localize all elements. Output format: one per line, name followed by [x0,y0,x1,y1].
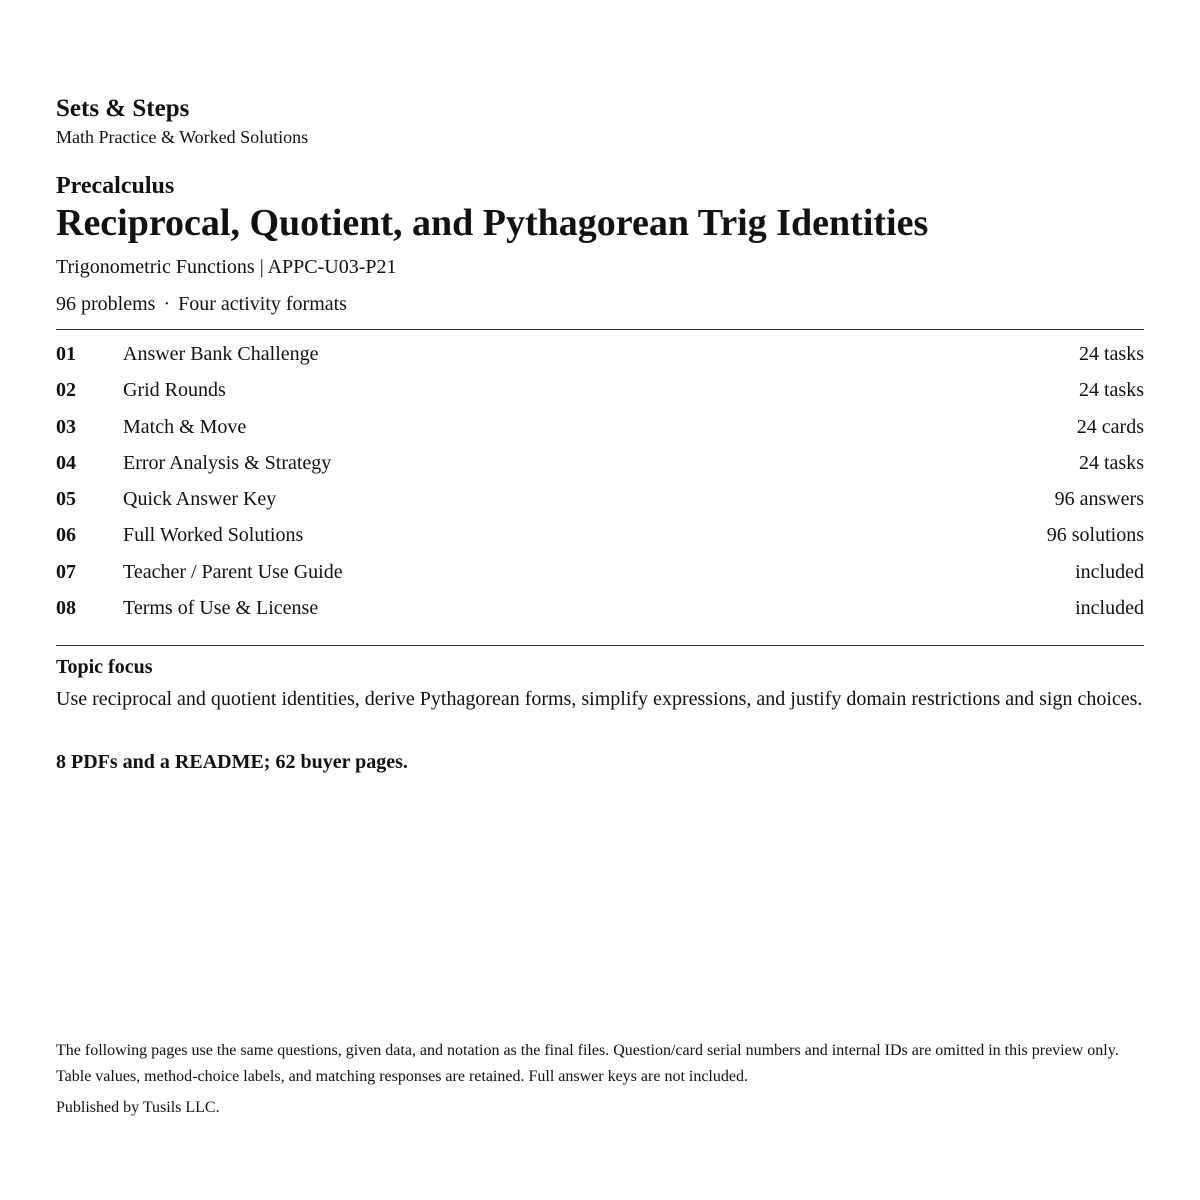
contents-list [56,336,1144,626]
item-number: 08 [56,597,76,620]
item-label: Full Worked Solutions [123,524,304,547]
item-number: 01 [56,343,76,365]
item-label: Terms of Use & License [123,597,319,620]
contents-item [56,590,1144,626]
contents-item [56,336,1144,372]
brand-title: Sets & Steps [56,95,190,122]
item-count: 24 tasks [1079,379,1144,402]
item-count: 96 answers [1054,488,1144,511]
contents-item [56,554,1144,590]
contents-item [56,517,1144,553]
item-label: Error Analysis & Strategy [123,451,332,474]
contents-item [56,409,1144,445]
item-label: Grid Rounds [123,379,226,402]
item-count: 96 solutions [1046,524,1144,547]
preview-page [56,0,1144,1200]
item-label: Answer Bank Challenge [123,343,319,365]
divider-bottom [56,645,1144,646]
item-number: 05 [56,488,76,511]
brand-subtitle: Math Practice & Worked Solutions [56,127,309,147]
format-count: Four activity formats [178,293,347,315]
item-number: 06 [56,524,76,547]
item-count: 24 tasks [1079,343,1144,365]
divider-top [56,329,1144,330]
contents-item [56,481,1144,517]
item-count: included [1075,597,1144,620]
item-label: Match & Move [123,415,247,438]
problem-count: 96 problems [56,293,156,315]
item-number: 03 [56,415,76,438]
item-count: included [1075,560,1144,583]
item-count: 24 cards [1076,415,1144,438]
publisher-line: Published by Tusils LLC. [56,1099,220,1116]
topic-description: Use reciprocal and quotient identities, derive Pythagorean forms, simplify expressions, and justify domain restrictions and sign choices. [56,688,1143,710]
contents-item [56,372,1144,408]
unit-line: Trigonometric Functions | APPC-U03-P21 [56,256,397,278]
summary-line [56,292,347,316]
item-label: Teacher / Parent Use Guide [123,560,343,583]
item-label: Quick Answer Key [123,488,277,511]
summary-separator: · [163,293,171,315]
item-number: 07 [56,560,76,583]
footer-note: The following pages use the same questions, given data, and notation as the final files. Question/card serial numbers and internal IDs are omitted in this preview only. Table values, method-choice labels, and matching responses are retained. Full answer keys are not included. [56,1042,1119,1085]
course-name: Precalculus [56,173,175,199]
item-count: 24 tasks [1079,451,1144,474]
files-summary: 8 PDFs and a README; 62 buyer pages. [56,751,408,773]
item-number: 04 [56,451,76,474]
contents-item [56,445,1144,481]
topic-heading: Topic focus [56,656,153,678]
page-title: Reciprocal, Quotient, and Pythagorean Trig Identities [56,202,929,244]
item-number: 02 [56,379,76,402]
